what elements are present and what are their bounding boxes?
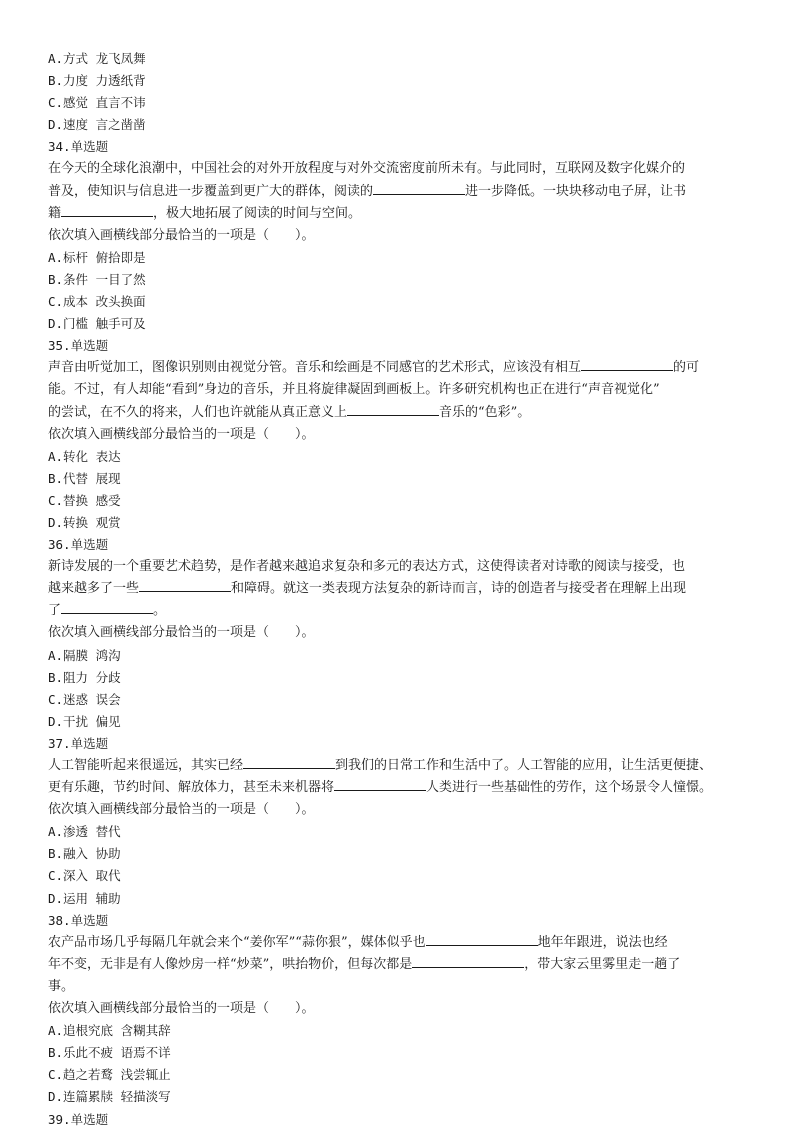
question-37-option-a: A.渗透 替代	[48, 824, 121, 840]
question-38-header: 38.单选题	[48, 912, 109, 928]
text-segment: 年不变，无非是有人像炒房一样“炒菜”，哄抬物价，但每次都是	[48, 956, 413, 972]
text-segment: 到我们的日常工作和生活中了。人工智能的应用，让生活更便捷、	[335, 758, 713, 773]
question-34-option-d: D.门槛 触手可及	[48, 316, 146, 332]
text-segment: 越来越多了一些	[48, 581, 140, 597]
text-segment: 人工智能听起来很遥远，其实已经	[48, 758, 244, 773]
question-37-option-b: B.融入 协助	[48, 846, 121, 862]
question-34-header: 34.单选题	[48, 139, 109, 155]
fill-blank	[61, 600, 153, 614]
question-38-option-c: C.趋之若鹜 浅尝辄止	[48, 1067, 171, 1083]
text-segment: 更有乐趣，节约时间、解放体力，甚至未来机器将	[48, 780, 335, 796]
question-35-text-line-2: 能。不过，有人却能“看到”身边的音乐，并且将旋律凝固到画板上。许多研究机构也正在进行“声音视觉化”	[48, 382, 660, 398]
question-36-option-c: C.迷惑 误会	[48, 691, 121, 707]
question-36-text-line-2	[48, 578, 758, 600]
text-segment: 和障碍。就这一类表现方法复杂的新诗而言，诗的创造者与接受者在理解上出现	[231, 581, 687, 597]
question-35-option-b: B.代替 展现	[48, 470, 121, 486]
question-34-text-line-1: 在今天的全球化浪潮中，中国社会的对外开放程度与对外交流密度前所未有。与此同时，互联网及数字化媒介的	[48, 161, 686, 177]
question-38-text-line-1	[48, 932, 758, 954]
question-36-option-d: D.干扰 偏见	[48, 713, 121, 729]
fill-blank	[412, 954, 524, 968]
question-37-header: 37.单选题	[48, 735, 109, 751]
question-37-text-line-1	[48, 755, 758, 777]
text-segment: 的尝试，在不久的将来，人们也许就能从真正意义上	[48, 404, 348, 420]
text-segment: 声音由听觉加工，图像识别则由视觉分管。音乐和绘画是不同感官的艺术形式，应该没有相互	[48, 360, 582, 376]
question-35-option-a: A.转化 表达	[48, 448, 121, 464]
text-segment: 人类进行一些基础性的劳作，这个场景令人憧憬。	[426, 780, 713, 796]
fill-blank	[347, 402, 439, 416]
fill-blank	[61, 203, 153, 217]
question-34-text-line-2	[48, 181, 758, 203]
question-36-option-a: A.隔膜 鸿沟	[48, 647, 121, 663]
option-a: A.方式 龙飞凤舞	[48, 51, 146, 66]
question-38-option-a: A.追根究底 含糊其辞	[48, 1023, 171, 1039]
question-36-prompt: 依次填入画横线部分最恰当的一项是（ ）。	[48, 625, 315, 641]
question-37-text-line-2	[48, 777, 758, 799]
fill-blank	[373, 181, 465, 195]
question-34-prompt: 依次填入画横线部分最恰当的一项是（ ）。	[48, 227, 315, 243]
question-34-option-c: C.成本 改头换面	[48, 294, 146, 310]
text-segment: 的可	[673, 360, 700, 376]
question-35-text-line-1	[48, 357, 758, 379]
fill-blank	[581, 357, 673, 371]
question-37-option-c: C.深入 取代	[48, 868, 121, 884]
question-38-text-line-3: 事。	[48, 978, 75, 994]
question-36-text-line-3	[48, 600, 758, 622]
question-36-header: 36.单选题	[48, 537, 109, 553]
option-b: B.力度 力透纸背	[48, 73, 146, 89]
question-37-prompt: 依次填入画横线部分最恰当的一项是（ ）。	[48, 802, 315, 818]
question-36-text-line-1: 新诗发展的一个重要艺术趋势，是作者越来越追求复杂和多元的表达方式，这使得读者对诗歌的阅读与接受，也	[48, 559, 686, 575]
question-36-option-b: B.阻力 分歧	[48, 669, 121, 685]
question-39-header: 39.单选题	[48, 1111, 109, 1127]
question-35-prompt: 依次填入画横线部分最恰当的一项是（ ）。	[48, 426, 315, 442]
text-segment: 普及，使知识与信息进一步覆盖到更广大的群体，阅读的	[48, 183, 374, 199]
question-34-option-a: A.标杆 俯拾即是	[48, 249, 146, 265]
question-34-text-line-3	[48, 203, 758, 225]
question-content	[48, 48, 758, 1131]
fill-blank	[139, 578, 231, 592]
fill-blank	[334, 777, 426, 791]
text-segment: 籍	[48, 205, 62, 221]
question-35-option-c: C.替换 感受	[48, 492, 121, 508]
question-34-option-b: B.条件 一目了然	[48, 271, 146, 287]
question-35-text-line-3	[48, 402, 758, 424]
question-38-prompt: 依次填入画横线部分最恰当的一项是（ ）。	[48, 1001, 315, 1017]
question-38-text-line-2	[48, 954, 758, 976]
text-segment: 进一步降低。一块块移动电子屏，让书	[465, 183, 687, 199]
text-segment: 了	[48, 603, 62, 619]
text-segment: ，带大家云里雾里走一趟了	[524, 956, 681, 972]
question-37-option-d: D.运用 辅助	[48, 890, 121, 906]
question-35-header: 35.单选题	[48, 338, 109, 354]
text-segment: 农产品市场几乎每隔几年就会来个“姜你军”“蒜你狠”，媒体似乎也	[48, 934, 426, 950]
question-38-option-b: B.乐此不疲 语焉不详	[48, 1045, 171, 1061]
fill-blank	[243, 755, 335, 769]
text-segment: 。	[153, 603, 167, 619]
text-segment: 地年年跟进，说法也经	[537, 934, 668, 950]
option-c: C.感觉 直言不讳	[48, 95, 146, 111]
text-segment: 音乐的“色彩”。	[439, 404, 531, 420]
fill-blank	[426, 932, 538, 946]
question-38-option-d: D.连篇累牍 轻描淡写	[48, 1089, 171, 1105]
question-35-option-d: D.转换 观赏	[48, 514, 121, 530]
option-d: D.速度 言之凿凿	[48, 117, 146, 133]
text-segment: ，极大地拓展了阅读的时间与空间。	[153, 205, 362, 221]
